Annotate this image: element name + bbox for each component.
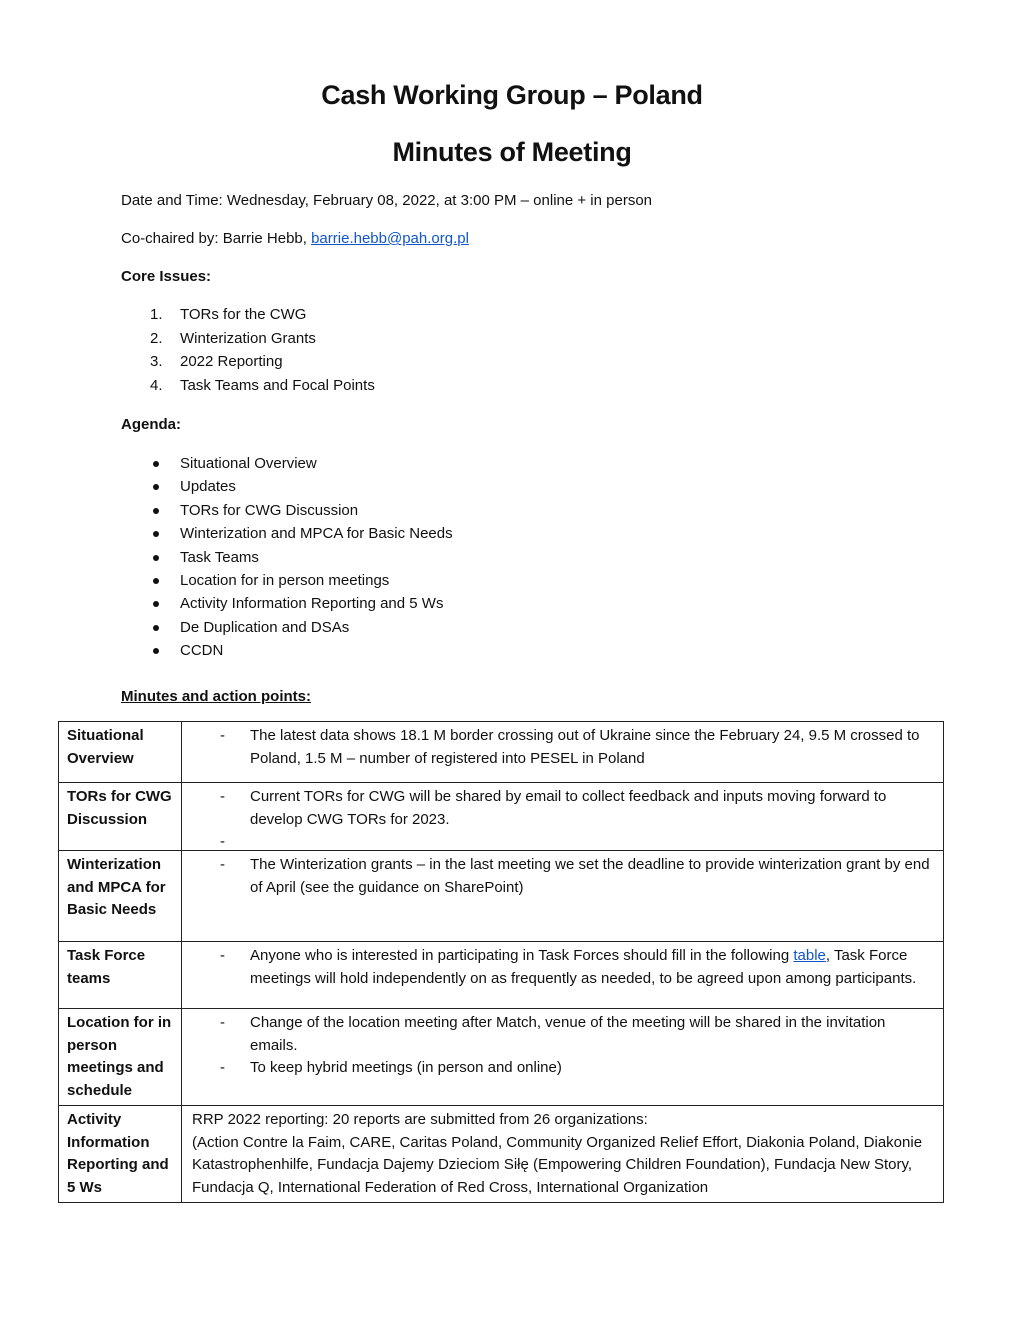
bullet-icon [153, 555, 159, 561]
meeting-date-line [121, 192, 652, 209]
bullet-icon [153, 461, 159, 467]
list-item [150, 350, 375, 374]
list-item-text: Winterization and MPCA for Basic Needs [180, 525, 453, 543]
list-number: 1. [150, 306, 163, 323]
list-item [150, 546, 453, 569]
list-item [150, 569, 453, 592]
list-number: 4. [150, 376, 163, 394]
dash-item [190, 786, 935, 831]
row-content [182, 851, 944, 942]
bullet-icon [153, 531, 159, 537]
row-label: Task Force teams [59, 942, 182, 1009]
row-label: Location for in person meetings and schedule [59, 1009, 182, 1106]
dash-item [190, 945, 935, 990]
row-label: TORs for CWG Discussion [59, 783, 182, 851]
dash-marker: - [220, 788, 225, 805]
date-value: Wednesday, February 08, 2022, at 3:00 PM – online + in person [226, 192, 653, 209]
bullet-icon [153, 484, 159, 490]
row-content [182, 942, 944, 1009]
row-content [182, 722, 944, 783]
list-item-text: TORs for the CWG [180, 306, 307, 323]
minutes-table [58, 721, 944, 1203]
item-text: To keep hybrid meetings (in person and online) [250, 1059, 562, 1076]
list-item-text: De Duplication and DSAs [180, 618, 350, 636]
row-content [182, 1009, 944, 1106]
table-row [59, 942, 944, 1009]
dash-item [190, 854, 935, 899]
item-text: , Task Force meetings will hold independently on as frequently as needed, to be agreed upon among participants. [250, 947, 917, 987]
date-label: Date and Time: [121, 192, 223, 209]
list-item [150, 303, 375, 327]
table-row [59, 783, 944, 851]
list-item [150, 616, 453, 639]
list-item [150, 374, 375, 398]
table-row [59, 722, 944, 783]
dash-marker: - [220, 856, 225, 873]
list-number: 3. [150, 353, 163, 371]
cochair-line [121, 230, 469, 247]
list-item-text: Winterization Grants [180, 329, 316, 347]
agenda-list [150, 452, 453, 663]
row-label: Activity Information Reporting and 5 Ws [59, 1106, 182, 1203]
list-item-text: Task Teams [180, 548, 259, 566]
list-item-text: Activity Information Reporting and 5 Ws [180, 595, 444, 613]
bullet-icon [153, 625, 159, 631]
agenda-heading: Agenda: [121, 416, 181, 433]
list-item [150, 592, 453, 615]
core-issues-list [150, 303, 375, 397]
item-text: Anyone who is interested in participating in Task Forces should fill in the following [250, 947, 794, 964]
list-item-text: Situational Overview [180, 455, 317, 472]
bullet-icon [153, 648, 159, 654]
activity-line-1: RRP 2022 reporting: 20 reports are submitted from 26 organizations: [192, 1111, 648, 1128]
list-item [150, 327, 375, 351]
dash-marker: - [220, 1059, 225, 1076]
list-item [150, 475, 453, 498]
item-text: Current TORs for CWG will be shared by email to collect feedback and inputs moving forward to develop CWG TORs for 2023. [250, 788, 887, 828]
table-row [59, 1106, 944, 1203]
bullet-icon [153, 508, 159, 514]
dash-marker: - [220, 833, 225, 850]
table-row [59, 851, 944, 942]
dash-item [190, 1012, 935, 1057]
list-item [150, 452, 453, 475]
table-link[interactable]: table [793, 947, 826, 964]
bullet-icon [153, 601, 159, 607]
list-item [150, 639, 453, 662]
dash-item [190, 1057, 935, 1080]
document-title: Cash Working Group – Poland [321, 80, 703, 110]
dash-item [190, 725, 935, 770]
row-label: Winterization and MPCA for Basic Needs [59, 851, 182, 942]
core-issues-heading: Core Issues: [121, 268, 212, 285]
dash-marker: - [220, 1014, 225, 1031]
minutes-heading: Minutes and action points: [121, 688, 311, 705]
list-number: 2. [150, 329, 163, 347]
list-item-text: CCDN [180, 642, 224, 660]
document-subtitle: Minutes of Meeting [392, 137, 632, 167]
item-text: Change of the location meeting after Match, venue of the meeting will be shared in the invitation emails. [250, 1014, 886, 1054]
list-item-text: Location for in person meetings [180, 571, 390, 589]
list-item-text: 2022 Reporting [180, 353, 283, 371]
dash-marker: - [220, 947, 225, 964]
list-item-text: Updates [180, 478, 236, 496]
list-item-text: Task Teams and Focal Points [180, 376, 375, 394]
activity-line-2: (Action Contre la Faim, CARE, Caritas Poland, Community Organized Relief Effort, Diakonia Poland, Diakonie Katastrophenhilfe, Fundacja Dajemy Dzieciom Siłę (Empowering Children Foundation), Fundacja New Story, Fundacja Q, International Federation of Red Cross, International Organization [192, 1133, 923, 1196]
list-item [150, 499, 453, 522]
dash-marker: - [220, 727, 225, 744]
row-label: Situational Overview [59, 722, 182, 783]
row-content [182, 1106, 944, 1203]
row-content [182, 783, 944, 851]
list-item [150, 522, 453, 545]
list-item-text: TORs for CWG Discussion [180, 501, 359, 519]
item-text: The Winterization grants – in the last meeting we set the deadline to provide winterization grant by end of April (see the guidance on SharePoint) [250, 856, 930, 896]
cochair-label: Co-chaired by: Barrie Hebb, [121, 230, 307, 247]
item-text: The latest data shows 18.1 M border crossing out of Ukraine since the February 24, 9.5 M crossed to Poland, 1.5 M – number of registered into PESEL in Poland [250, 727, 920, 767]
cochair-email-link[interactable]: barrie.hebb@pah.org.pl [311, 230, 469, 247]
table-row [59, 1009, 944, 1106]
bullet-icon [153, 578, 159, 584]
